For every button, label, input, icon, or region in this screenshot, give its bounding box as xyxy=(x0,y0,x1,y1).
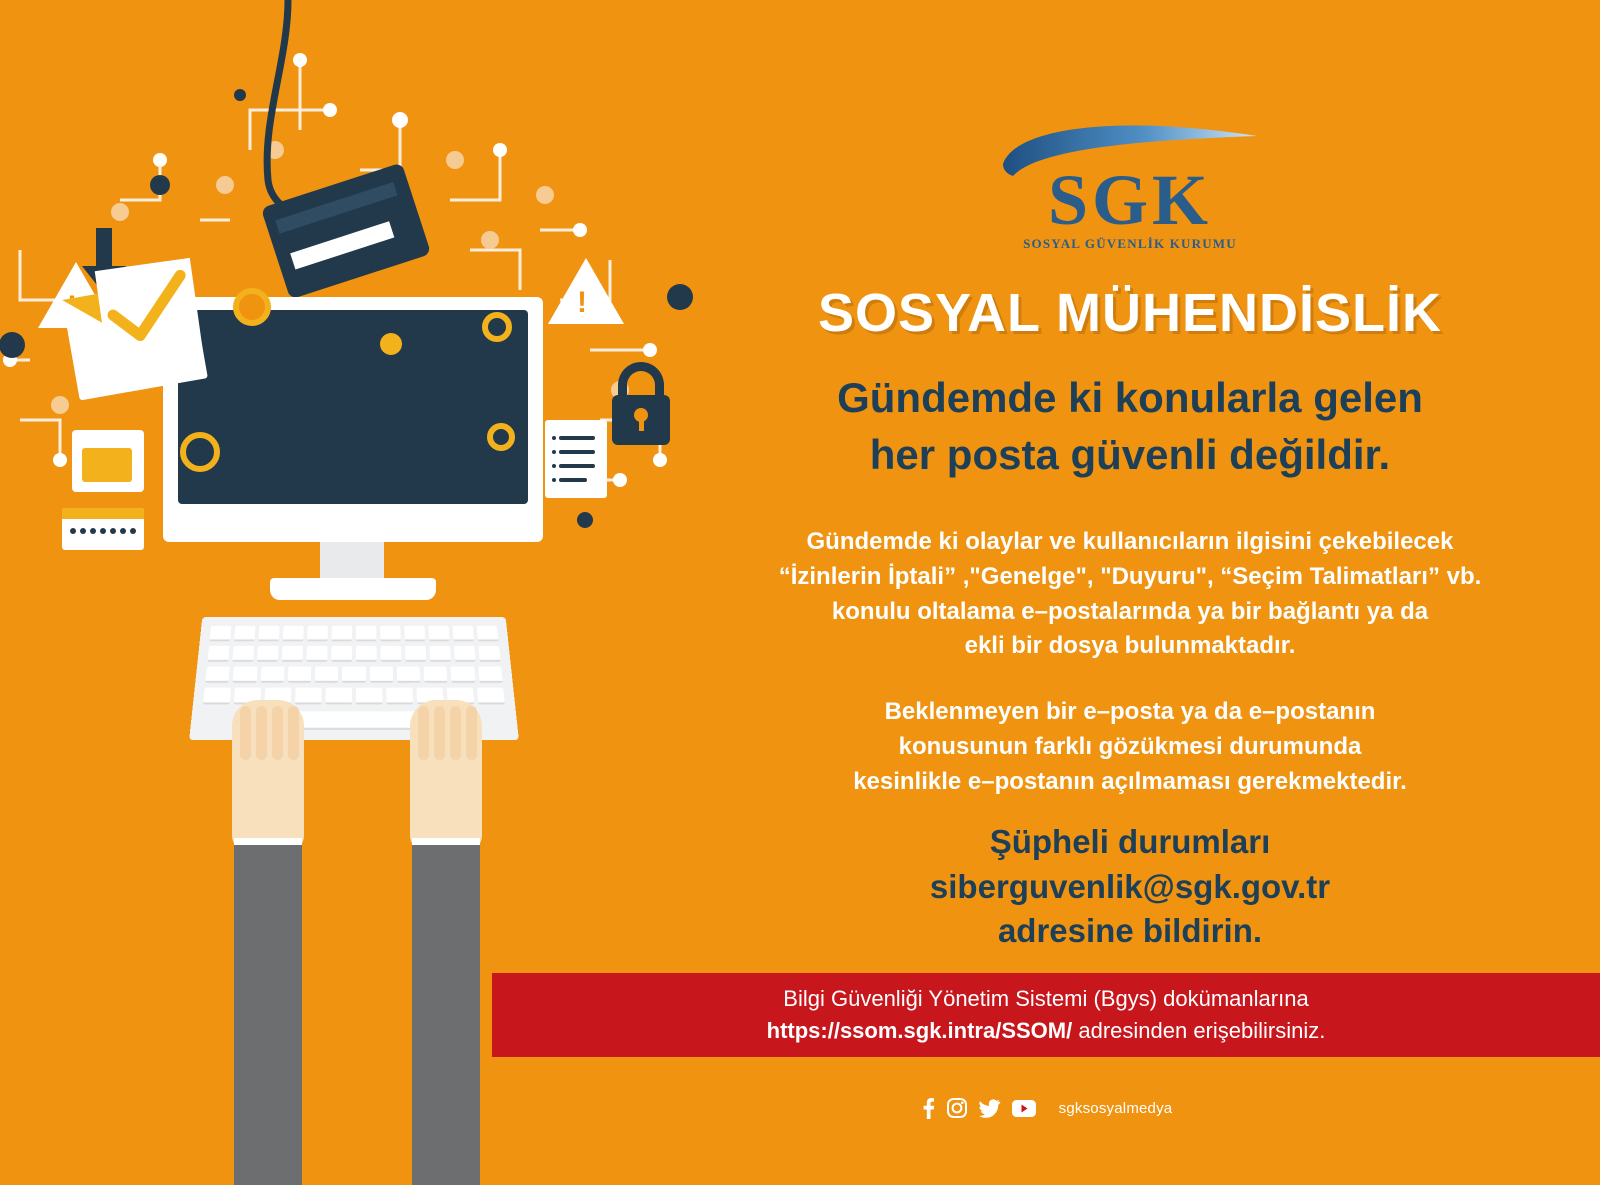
screen-dot xyxy=(380,333,402,355)
warning-exclamation: ! xyxy=(577,286,587,319)
padlock-keyhole xyxy=(634,408,648,422)
sgk-logo-text: SGK xyxy=(1047,160,1213,240)
password-dots xyxy=(70,528,136,534)
instagram-icon[interactable] xyxy=(946,1097,968,1119)
sgk-logo-subtitle: SOSYAL GÜVENLİK KURUMU xyxy=(1023,236,1237,252)
monitor-screen xyxy=(178,310,528,504)
report-line-3: adresine bildirin. xyxy=(997,912,1263,950)
folder-inner xyxy=(82,448,132,482)
screen-dot xyxy=(482,312,512,342)
sgk-logo xyxy=(990,120,1270,252)
subtitle-line-1: Gündemde ki konularla gelen xyxy=(837,374,1423,421)
left-arm xyxy=(234,845,302,1185)
document-icon xyxy=(545,420,607,498)
right-arm xyxy=(412,845,480,1185)
social-bar xyxy=(492,1078,1600,1138)
monitor-base xyxy=(270,578,436,600)
social-handle: sgksosyalmedya xyxy=(1058,1099,1173,1117)
youtube-icon[interactable] xyxy=(1011,1099,1037,1118)
banner-line-2-rest: adresinden erişebilirsiniz. xyxy=(1072,1018,1326,1043)
banner-line-1: Bilgi Güvenliği Yönetim Sistemi (Bgys) dokümanlarına xyxy=(783,986,1309,1012)
report-email[interactable]: siberguvenlik@sgk.gov.tr xyxy=(929,867,1331,905)
twitter-icon[interactable] xyxy=(978,1097,1001,1119)
screen-dot xyxy=(233,288,271,326)
banner-link[interactable]: https://ssom.sgk.intra/SSOM/ xyxy=(766,1018,1073,1043)
page-subtitle xyxy=(700,370,1560,483)
password-field-header xyxy=(62,508,144,519)
banner-line-2 xyxy=(767,1015,1326,1047)
paragraph-two-line-2: konusunun farklı gözükmesi durumunda xyxy=(898,732,1362,760)
subtitle-line-2: her posta güvenli değildir. xyxy=(869,430,1391,478)
paragraph-one-line-2: “İzinlerin İptali” ,"Genelge", "Duyuru", “Seçim Talimatları” vb. xyxy=(778,562,1482,590)
facebook-icon[interactable] xyxy=(920,1097,936,1119)
report-block xyxy=(680,820,1580,954)
right-hand xyxy=(410,700,482,850)
letter-icon xyxy=(92,256,207,384)
paragraph-one-line-3: konulu oltalama e–postalarında ya bir bağlantı ya da xyxy=(831,597,1429,625)
page-title: SOSYAL MÜHENDİSLİK xyxy=(817,283,1443,343)
paragraph-two-line-3: kesinlikle e–postanın açılmaması gerekmektedir. xyxy=(853,767,1407,795)
paragraph-two xyxy=(680,695,1580,799)
info-banner xyxy=(492,973,1600,1057)
left-hand xyxy=(232,700,304,850)
paragraph-one xyxy=(680,525,1580,664)
paragraph-one-line-4: ekli bir dosya bulunmaktadır. xyxy=(964,632,1296,660)
screen-dot xyxy=(180,432,220,472)
paragraph-one-line-1: Gündemde ki olaylar ve kullanıcıların ilgisini çekebilecek xyxy=(806,528,1454,555)
report-line-1: Şüpheli durumları xyxy=(989,823,1271,860)
screen-dot xyxy=(487,423,515,451)
paragraph-two-line-1: Beklenmeyen bir e–posta ya da e–postanın xyxy=(884,698,1376,725)
monitor-neck xyxy=(320,542,384,582)
